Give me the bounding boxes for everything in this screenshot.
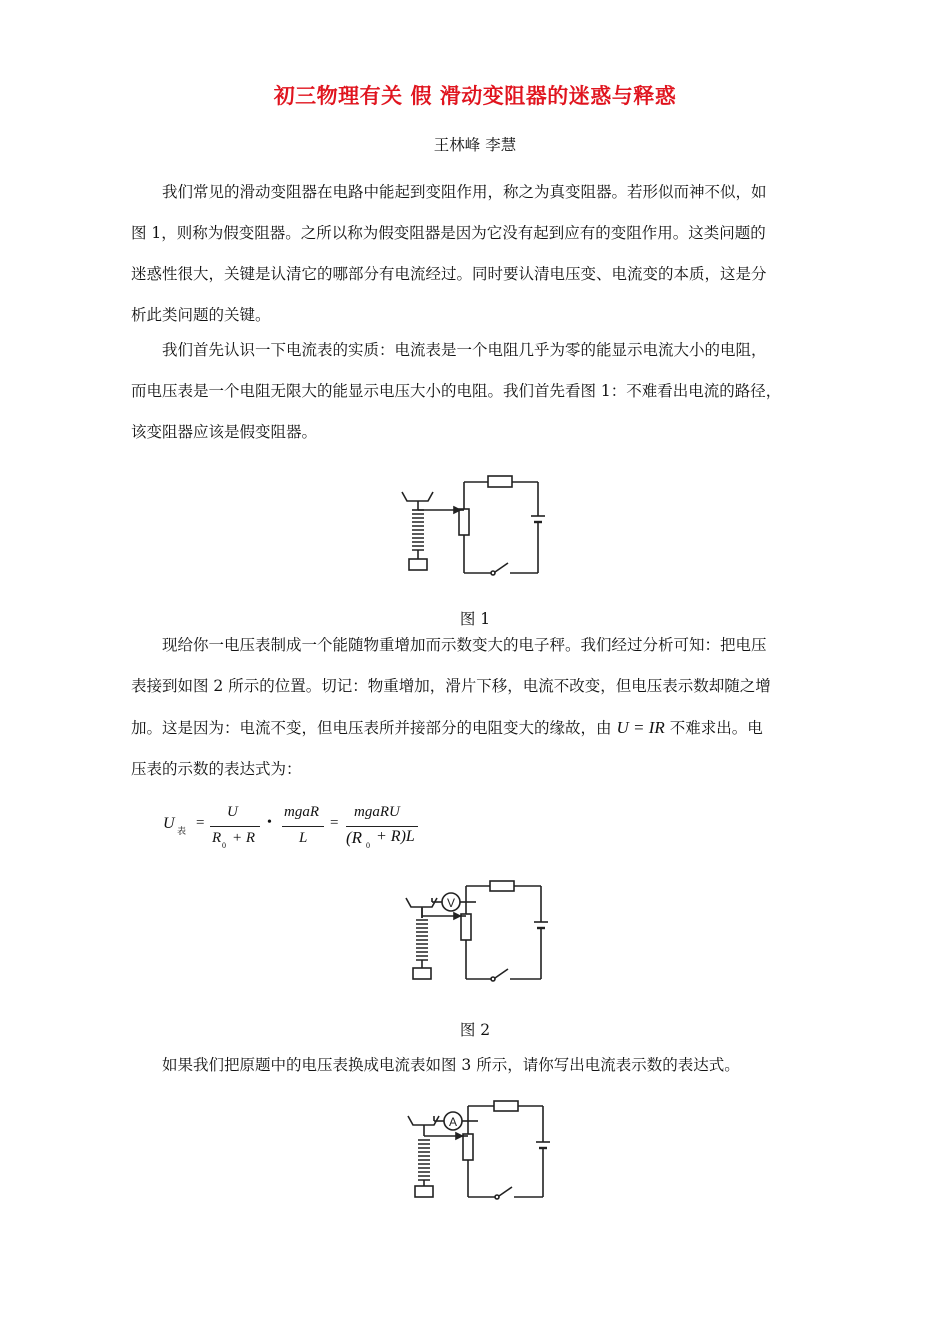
switch bbox=[491, 571, 495, 575]
switch bbox=[495, 1195, 499, 1199]
text-line: 该变阻器应该是假变阻器。 bbox=[131, 423, 318, 441]
figure-3-intro bbox=[131, 1045, 821, 1086]
scale-pan bbox=[402, 492, 433, 501]
figure-1-caption: 图 1 bbox=[459, 610, 491, 628]
spring bbox=[412, 514, 424, 550]
spring bbox=[418, 1140, 430, 1180]
text-line: 加。这是因为：电流不变，但电压表所并接部分的电阻变大的缘故，由 U = IR 不难求出。电 bbox=[131, 718, 763, 737]
rheostat bbox=[463, 1134, 473, 1160]
text-line: 现给你一电压表制成一个能随物重增加而示数变大的电子秤。我们经过分析可知：把电压 bbox=[162, 636, 767, 654]
spring bbox=[416, 920, 428, 960]
scale-paragraph bbox=[131, 625, 821, 790]
text-line: 图 1，则称为假变阻器。之所以称为假变阻器是因为它没有起到应有的变阻作用。这类问题的 bbox=[131, 224, 766, 242]
text-line: 析此类问题的关键。 bbox=[131, 306, 271, 324]
inline-formula: U = IR bbox=[616, 718, 665, 737]
figure-2-caption: 图 2 bbox=[459, 1021, 491, 1039]
text-line: 我们首先认识一下电流表的实质：电流表是一个电阻几乎为零的能显示电流大小的电阻， bbox=[162, 341, 767, 359]
text-line: 表接到如图 2 所示的位置。切记：物重增加，滑片下移，电流不改变，但电压表示数却随之增 bbox=[131, 677, 771, 695]
authors: 王林峰 李慧 bbox=[433, 136, 517, 154]
voltmeter-label: V bbox=[446, 896, 456, 910]
figure-3-circuit bbox=[400, 1096, 550, 1206]
base-block bbox=[413, 968, 431, 979]
text-line: 而电压表是一个电阻无限大的能显示电压大小的电阻。我们首先看图 1：不难看出电流的路径， bbox=[131, 382, 782, 400]
resistor bbox=[490, 881, 514, 891]
intro-paragraph bbox=[131, 172, 821, 336]
meter-paragraph bbox=[131, 330, 821, 453]
figure-1-circuit bbox=[398, 470, 548, 582]
text-line: 压表的示数的表达式为： bbox=[131, 760, 302, 778]
document-title: 初三物理有关 假 滑动变阻器的迷惑与释惑 bbox=[273, 83, 677, 108]
base-block bbox=[415, 1186, 433, 1197]
voltmeter-formula: U 表 = U R 0 + R • mgaR L = mgaRU (R 0 + R)L bbox=[160, 800, 460, 860]
resistor bbox=[494, 1101, 518, 1111]
resistor bbox=[488, 476, 512, 487]
text-line: 我们常见的滑动变阻器在电路中能起到变阻作用，称之为真变阻器。若形似而神不似，如 bbox=[162, 183, 767, 201]
rheostat bbox=[461, 914, 471, 940]
figure-2-circuit bbox=[398, 878, 548, 988]
ammeter-label: A bbox=[448, 1115, 458, 1129]
rheostat bbox=[459, 509, 469, 535]
text-line: 迷惑性很大，关键是认清它的哪部分有电流经过。同时要认清电压变、电流变的本质，这是分 bbox=[131, 265, 767, 283]
switch bbox=[491, 977, 495, 981]
text-line: 如果我们把原题中的电压表换成电流表如图 3 所示，请你写出电流表示数的表达式。 bbox=[162, 1056, 740, 1074]
base-block bbox=[409, 559, 427, 570]
